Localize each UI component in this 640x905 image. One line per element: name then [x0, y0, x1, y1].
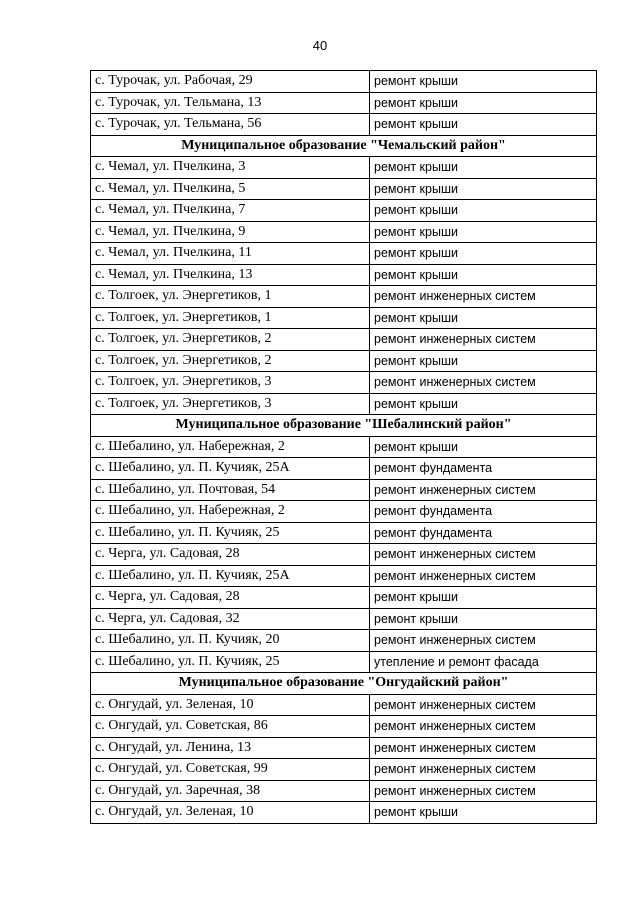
work-type-cell: ремонт инженерных систем	[370, 780, 597, 802]
address-cell: с. Шебалино, ул. Почтовая, 54	[91, 479, 370, 501]
work-type-cell: утепление и ремонт фасада	[370, 651, 597, 673]
address-cell: с. Турочак, ул. Рабочая, 29	[91, 71, 370, 93]
table-row	[91, 651, 597, 673]
address-cell: с. Чемал, ул. Пчелкина, 3	[91, 157, 370, 179]
address-cell: с. Толгоек, ул. Энергетиков, 2	[91, 350, 370, 372]
address-cell: с. Онгудай, ул. Заречная, 38	[91, 780, 370, 802]
table-row	[91, 630, 597, 652]
work-type-cell: ремонт крыши	[370, 243, 597, 265]
table-row	[91, 92, 597, 114]
address-cell: с. Шебалино, ул. П. Кучияк, 25	[91, 651, 370, 673]
address-cell: с. Турочак, ул. Тельмана, 56	[91, 114, 370, 136]
table-row	[91, 329, 597, 351]
work-type-cell: ремонт фундамента	[370, 458, 597, 480]
table-row	[91, 544, 597, 566]
table-row	[91, 372, 597, 394]
work-type-cell: ремонт крыши	[370, 307, 597, 329]
work-type-cell: ремонт инженерных систем	[370, 716, 597, 738]
work-type-cell: ремонт инженерных систем	[370, 286, 597, 308]
work-type-cell: ремонт крыши	[370, 264, 597, 286]
work-type-cell: ремонт крыши	[370, 393, 597, 415]
table-row	[91, 608, 597, 630]
work-type-cell: ремонт крыши	[370, 200, 597, 222]
work-type-cell: ремонт крыши	[370, 221, 597, 243]
address-cell: с. Черга, ул. Садовая, 28	[91, 544, 370, 566]
work-type-cell: ремонт крыши	[370, 350, 597, 372]
work-type-cell: ремонт крыши	[370, 802, 597, 824]
address-cell: с. Чемал, ул. Пчелкина, 7	[91, 200, 370, 222]
section-title: Муниципальное образование "Шебалинский район"	[91, 415, 597, 437]
address-cell: с. Шебалино, ул. Набережная, 2	[91, 436, 370, 458]
address-cell: с. Шебалино, ул. П. Кучияк, 25	[91, 522, 370, 544]
table-row	[91, 458, 597, 480]
table-row	[91, 780, 597, 802]
work-type-cell: ремонт инженерных систем	[370, 329, 597, 351]
table-row	[91, 307, 597, 329]
address-cell: с. Шебалино, ул. Набережная, 2	[91, 501, 370, 523]
work-type-cell: ремонт крыши	[370, 71, 597, 93]
table-row	[91, 178, 597, 200]
table-row	[91, 436, 597, 458]
table-row	[91, 350, 597, 372]
address-cell: с. Чемал, ул. Пчелкина, 5	[91, 178, 370, 200]
table-row	[91, 71, 597, 93]
table-row	[91, 587, 597, 609]
table-row	[91, 157, 597, 179]
table-row	[91, 694, 597, 716]
table-row	[91, 501, 597, 523]
work-type-cell: ремонт фундамента	[370, 522, 597, 544]
address-cell: с. Толгоек, ул. Энергетиков, 1	[91, 307, 370, 329]
work-type-cell: ремонт крыши	[370, 178, 597, 200]
address-cell: с. Онгудай, ул. Зеленая, 10	[91, 802, 370, 824]
table-row	[91, 264, 597, 286]
work-type-cell: ремонт инженерных систем	[370, 694, 597, 716]
address-cell: с. Онгудай, ул. Советская, 86	[91, 716, 370, 738]
work-type-cell: ремонт инженерных систем	[370, 759, 597, 781]
work-type-cell: ремонт инженерных систем	[370, 737, 597, 759]
work-type-cell: ремонт крыши	[370, 157, 597, 179]
table-row	[91, 286, 597, 308]
address-cell: с. Онгудай, ул. Ленина, 13	[91, 737, 370, 759]
table-row	[91, 737, 597, 759]
table-row	[91, 114, 597, 136]
section-title: Муниципальное образование "Чемальский район"	[91, 135, 597, 157]
work-type-cell: ремонт инженерных систем	[370, 479, 597, 501]
table-row	[91, 393, 597, 415]
table-row	[91, 221, 597, 243]
address-cell: с. Онгудай, ул. Зеленая, 10	[91, 694, 370, 716]
work-type-cell: ремонт инженерных систем	[370, 544, 597, 566]
work-type-cell: ремонт инженерных систем	[370, 630, 597, 652]
address-cell: с. Чемал, ул. Пчелкина, 9	[91, 221, 370, 243]
address-cell: с. Толгоек, ул. Энергетиков, 3	[91, 393, 370, 415]
work-type-cell: ремонт инженерных систем	[370, 372, 597, 394]
address-cell: с. Чемал, ул. Пчелкина, 11	[91, 243, 370, 265]
address-cell: с. Черга, ул. Садовая, 32	[91, 608, 370, 630]
section-header-row	[91, 135, 597, 157]
table-row	[91, 522, 597, 544]
work-type-cell: ремонт крыши	[370, 92, 597, 114]
address-cell: с. Шебалино, ул. П. Кучияк, 25А	[91, 565, 370, 587]
work-type-cell: ремонт крыши	[370, 587, 597, 609]
table-row	[91, 479, 597, 501]
works-table-body	[91, 71, 597, 824]
address-cell: с. Онгудай, ул. Советская, 99	[91, 759, 370, 781]
section-header-row	[91, 415, 597, 437]
table-row	[91, 565, 597, 587]
work-type-cell: ремонт крыши	[370, 114, 597, 136]
table-row	[91, 243, 597, 265]
address-cell: с. Шебалино, ул. П. Кучияк, 20	[91, 630, 370, 652]
table-row	[91, 802, 597, 824]
table-row	[91, 759, 597, 781]
address-cell: с. Толгоек, ул. Энергетиков, 3	[91, 372, 370, 394]
section-header-row	[91, 673, 597, 695]
address-cell: с. Турочак, ул. Тельмана, 13	[91, 92, 370, 114]
address-cell: с. Шебалино, ул. П. Кучияк, 25А	[91, 458, 370, 480]
works-table	[90, 70, 597, 824]
page-number: 40	[312, 38, 328, 53]
work-type-cell: ремонт крыши	[370, 436, 597, 458]
work-type-cell: ремонт фундамента	[370, 501, 597, 523]
address-cell: с. Толгоек, ул. Энергетиков, 1	[91, 286, 370, 308]
address-cell: с. Черга, ул. Садовая, 28	[91, 587, 370, 609]
address-cell: с. Толгоек, ул. Энергетиков, 2	[91, 329, 370, 351]
table-row	[91, 200, 597, 222]
work-type-cell: ремонт инженерных систем	[370, 565, 597, 587]
section-title: Муниципальное образование "Онгудайский район"	[91, 673, 597, 695]
table-row	[91, 716, 597, 738]
address-cell: с. Чемал, ул. Пчелкина, 13	[91, 264, 370, 286]
work-type-cell: ремонт крыши	[370, 608, 597, 630]
